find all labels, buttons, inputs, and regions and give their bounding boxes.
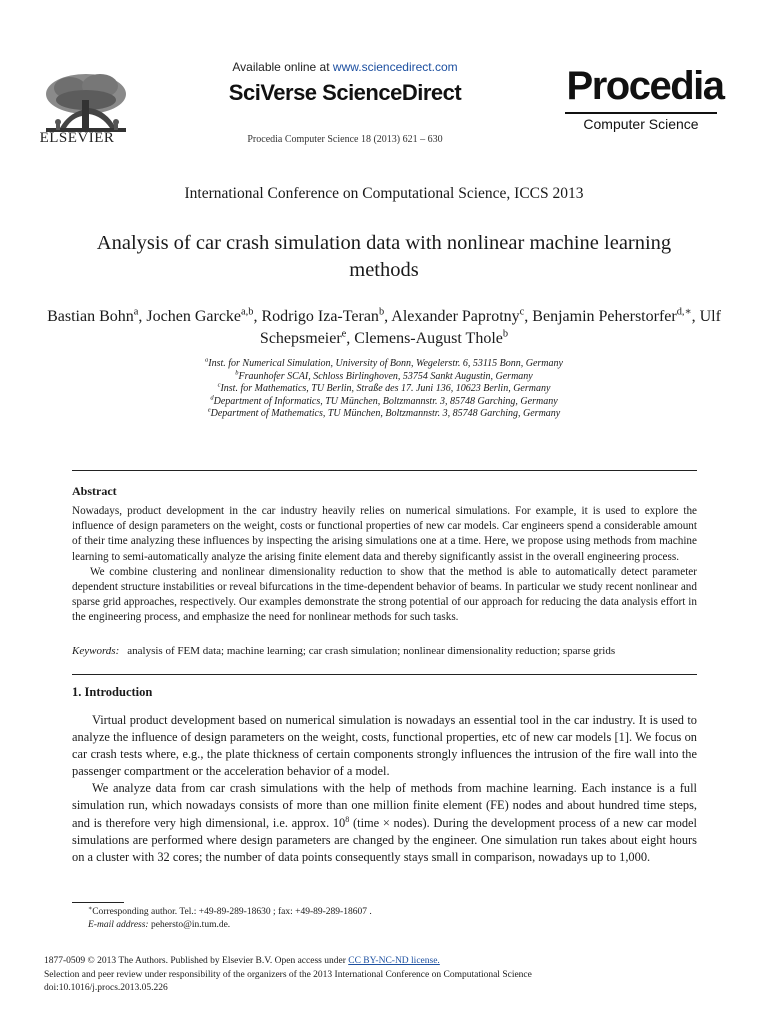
sciencedirect-link[interactable]: www.sciencedirect.com: [332, 60, 458, 74]
peer-review-line: Selection and peer review under responsibility of the organizers of the 2013 International Conference on Computational Science: [44, 969, 532, 980]
author-name: Bastian Bohn: [47, 308, 134, 325]
publication-info: [44, 955, 734, 996]
procedia-logo: Procedia: [566, 64, 724, 108]
author-list: [40, 306, 728, 350]
affiliation-item: [80, 408, 688, 421]
abstract-top-rule: [72, 470, 697, 471]
doi-line: doi:10.1016/j.procs.2013.05.226: [44, 983, 168, 993]
affiliation-item: [80, 396, 688, 409]
footnote-mark: ∗: [88, 905, 93, 912]
author-name: , Clemens-August Thole: [346, 330, 503, 347]
affiliation-text: Fraunhofer SCAI, Schloss Birlinghoven, 53754 Sankt Augustin, Germany: [238, 370, 533, 382]
copyright-line: [44, 955, 734, 969]
introduction-body: [72, 712, 697, 866]
author-affil-mark: d,∗: [676, 306, 692, 318]
author-name: , Jochen Garcke: [138, 308, 242, 325]
intro-paragraph: [72, 780, 697, 865]
author-name: , Ulf Schepsmeier: [259, 308, 721, 347]
author-affil-mark: a: [133, 306, 139, 318]
conference-name: International Conference on Computational Science, ICCS 2013: [184, 185, 584, 202]
author-affil-mark: e: [341, 328, 347, 340]
footnote: [88, 906, 688, 932]
affiliation-mark: d: [210, 394, 214, 402]
email-line: [88, 919, 688, 932]
affiliation-list: [80, 358, 688, 421]
abstract-paragraph: Nowadays, product development in the car industry heavily relies on numerical simulations. For example, it is used to explore the influence of design parameters on the weight, costs or functional properties of new car models. Car engineers spend a considerable amount of their time analyzing these influences by inspecting the arising simulations one at a time. Here, we propose using methods from machine learning to semi-automatically analyze the arising finite element data and thereby significantly assist in the overall engineering process.: [72, 505, 697, 563]
footnote-rule: [72, 902, 124, 903]
affiliation-mark: b: [235, 369, 239, 377]
paper-title: Analysis of car crash simulation data with nonlinear machine learning methods: [96, 232, 672, 281]
abstract-bottom-rule: [72, 674, 697, 675]
abstract-heading: Abstract: [72, 484, 117, 498]
affiliation-text: Inst. for Mathematics, TU Berlin, Straße des 17. Juni 136, 10623 Berlin, Germany: [220, 383, 551, 395]
intro-text: We analyze data from car crash simulations with the help of methods from machine learning. Each instance is a full simulation run, which nowadays consists of more than one million finite element (FE) nodes and about hundred time steps, and is therefore very high dimensional, i.e. approx. 10: [72, 781, 697, 830]
email-label: E-mail address:: [88, 920, 149, 930]
author-affil-mark: b: [502, 328, 509, 340]
affiliation-mark: c: [217, 381, 221, 389]
affiliation-text: Inst. for Numerical Simulation, University of Bonn, Wegelerstr. 6, 53115 Bonn, Germany: [208, 358, 563, 369]
email-address[interactable]: pehersto@in.tum.de.: [150, 920, 231, 930]
available-online: [200, 60, 490, 74]
exponent: 8: [345, 814, 350, 824]
elsevier-logo-text: ELSEVIER: [39, 130, 115, 146]
author-name: , Alexander Paprotny: [384, 308, 520, 325]
intro-text: (time × nodes). During the development process of a new car model simulations are performed where design parameters are changed by the engineer. One simulation run takes about eight hours on a cluster with 32 cores; the number of data points consequently stays small in comparison, nowadays up to 1,000.: [72, 815, 697, 864]
author-affil-mark: c: [519, 306, 525, 318]
keywords-label: Keywords:: [72, 645, 120, 657]
affiliation-mark: e: [207, 407, 211, 415]
available-text: Available online at: [232, 60, 330, 74]
intro-paragraph: Virtual product development based on numerical simulation is nowadays an essential tool in the car industry. It is used to analyze the influence of design parameters on the weight, costs, functional properties, etc of new car models [1]. We focus on car crash tests where, e.g., the plate thickness of certain components strongly influences the intrusion of the fire wall into the passenger compartment or the acceleration behavior of a model.: [72, 713, 697, 779]
keywords-text: analysis of FEM data; machine learning; car crash simulation; nonlinear dimensionality reduction; sparse grids: [127, 645, 616, 657]
journal-citation: Procedia Computer Science 18 (2013) 621 – 630: [247, 134, 443, 145]
author-name: , Benjamin Peherstorfer: [524, 308, 677, 325]
abstract-paragraph: We combine clustering and nonlinear dimensionality reduction to show that the method is able to automatically detect parameter dependent structure instabilities or reveal bifurcations in the time-dependent behavior of beams. In particular we study recent nonlinear and sparse grid approaches, respectively. Our examples demonstrate the strong potential of our approach for reducing the data analysis effort in the engineering process, and emphasize the need for nonlinear methods for such tasks.: [72, 565, 697, 624]
author-affil-mark: a,b: [241, 306, 254, 318]
author-affil-mark: b: [378, 306, 385, 318]
affiliation-mark: a: [205, 356, 209, 364]
affiliation-text: Department of Mathematics, TU München, Boltzmannstr. 3, 85748 Garching, Germany: [210, 408, 561, 420]
affiliation-item: [80, 358, 688, 371]
footnote-text: Corresponding author. Tel.: +49-89-289-18630 ; fax: +49-89-289-18607 .: [92, 907, 372, 917]
author-name: , Rodrigo Iza-Teran: [253, 308, 379, 325]
affiliation-text: Department of Informatics, TU München, Boltzmannstr. 3, 85748 Garching, Germany: [213, 395, 558, 407]
sciverse-logo: SciVerse ScienceDirect: [228, 80, 462, 105]
section-heading: 1. Introduction: [72, 685, 153, 699]
affiliation-item: [80, 371, 688, 384]
license-link[interactable]: CC BY-NC-ND license.: [348, 956, 440, 966]
affiliation-item: [80, 383, 688, 396]
abstract-body: [72, 504, 697, 626]
procedia-subtitle: Computer Science: [583, 116, 699, 132]
copyright-text: 1877-0509 © 2013 The Authors. Published by Elsevier B.V. Open access under: [44, 956, 349, 966]
keywords: [72, 645, 697, 657]
corresponding-author: [88, 906, 688, 919]
